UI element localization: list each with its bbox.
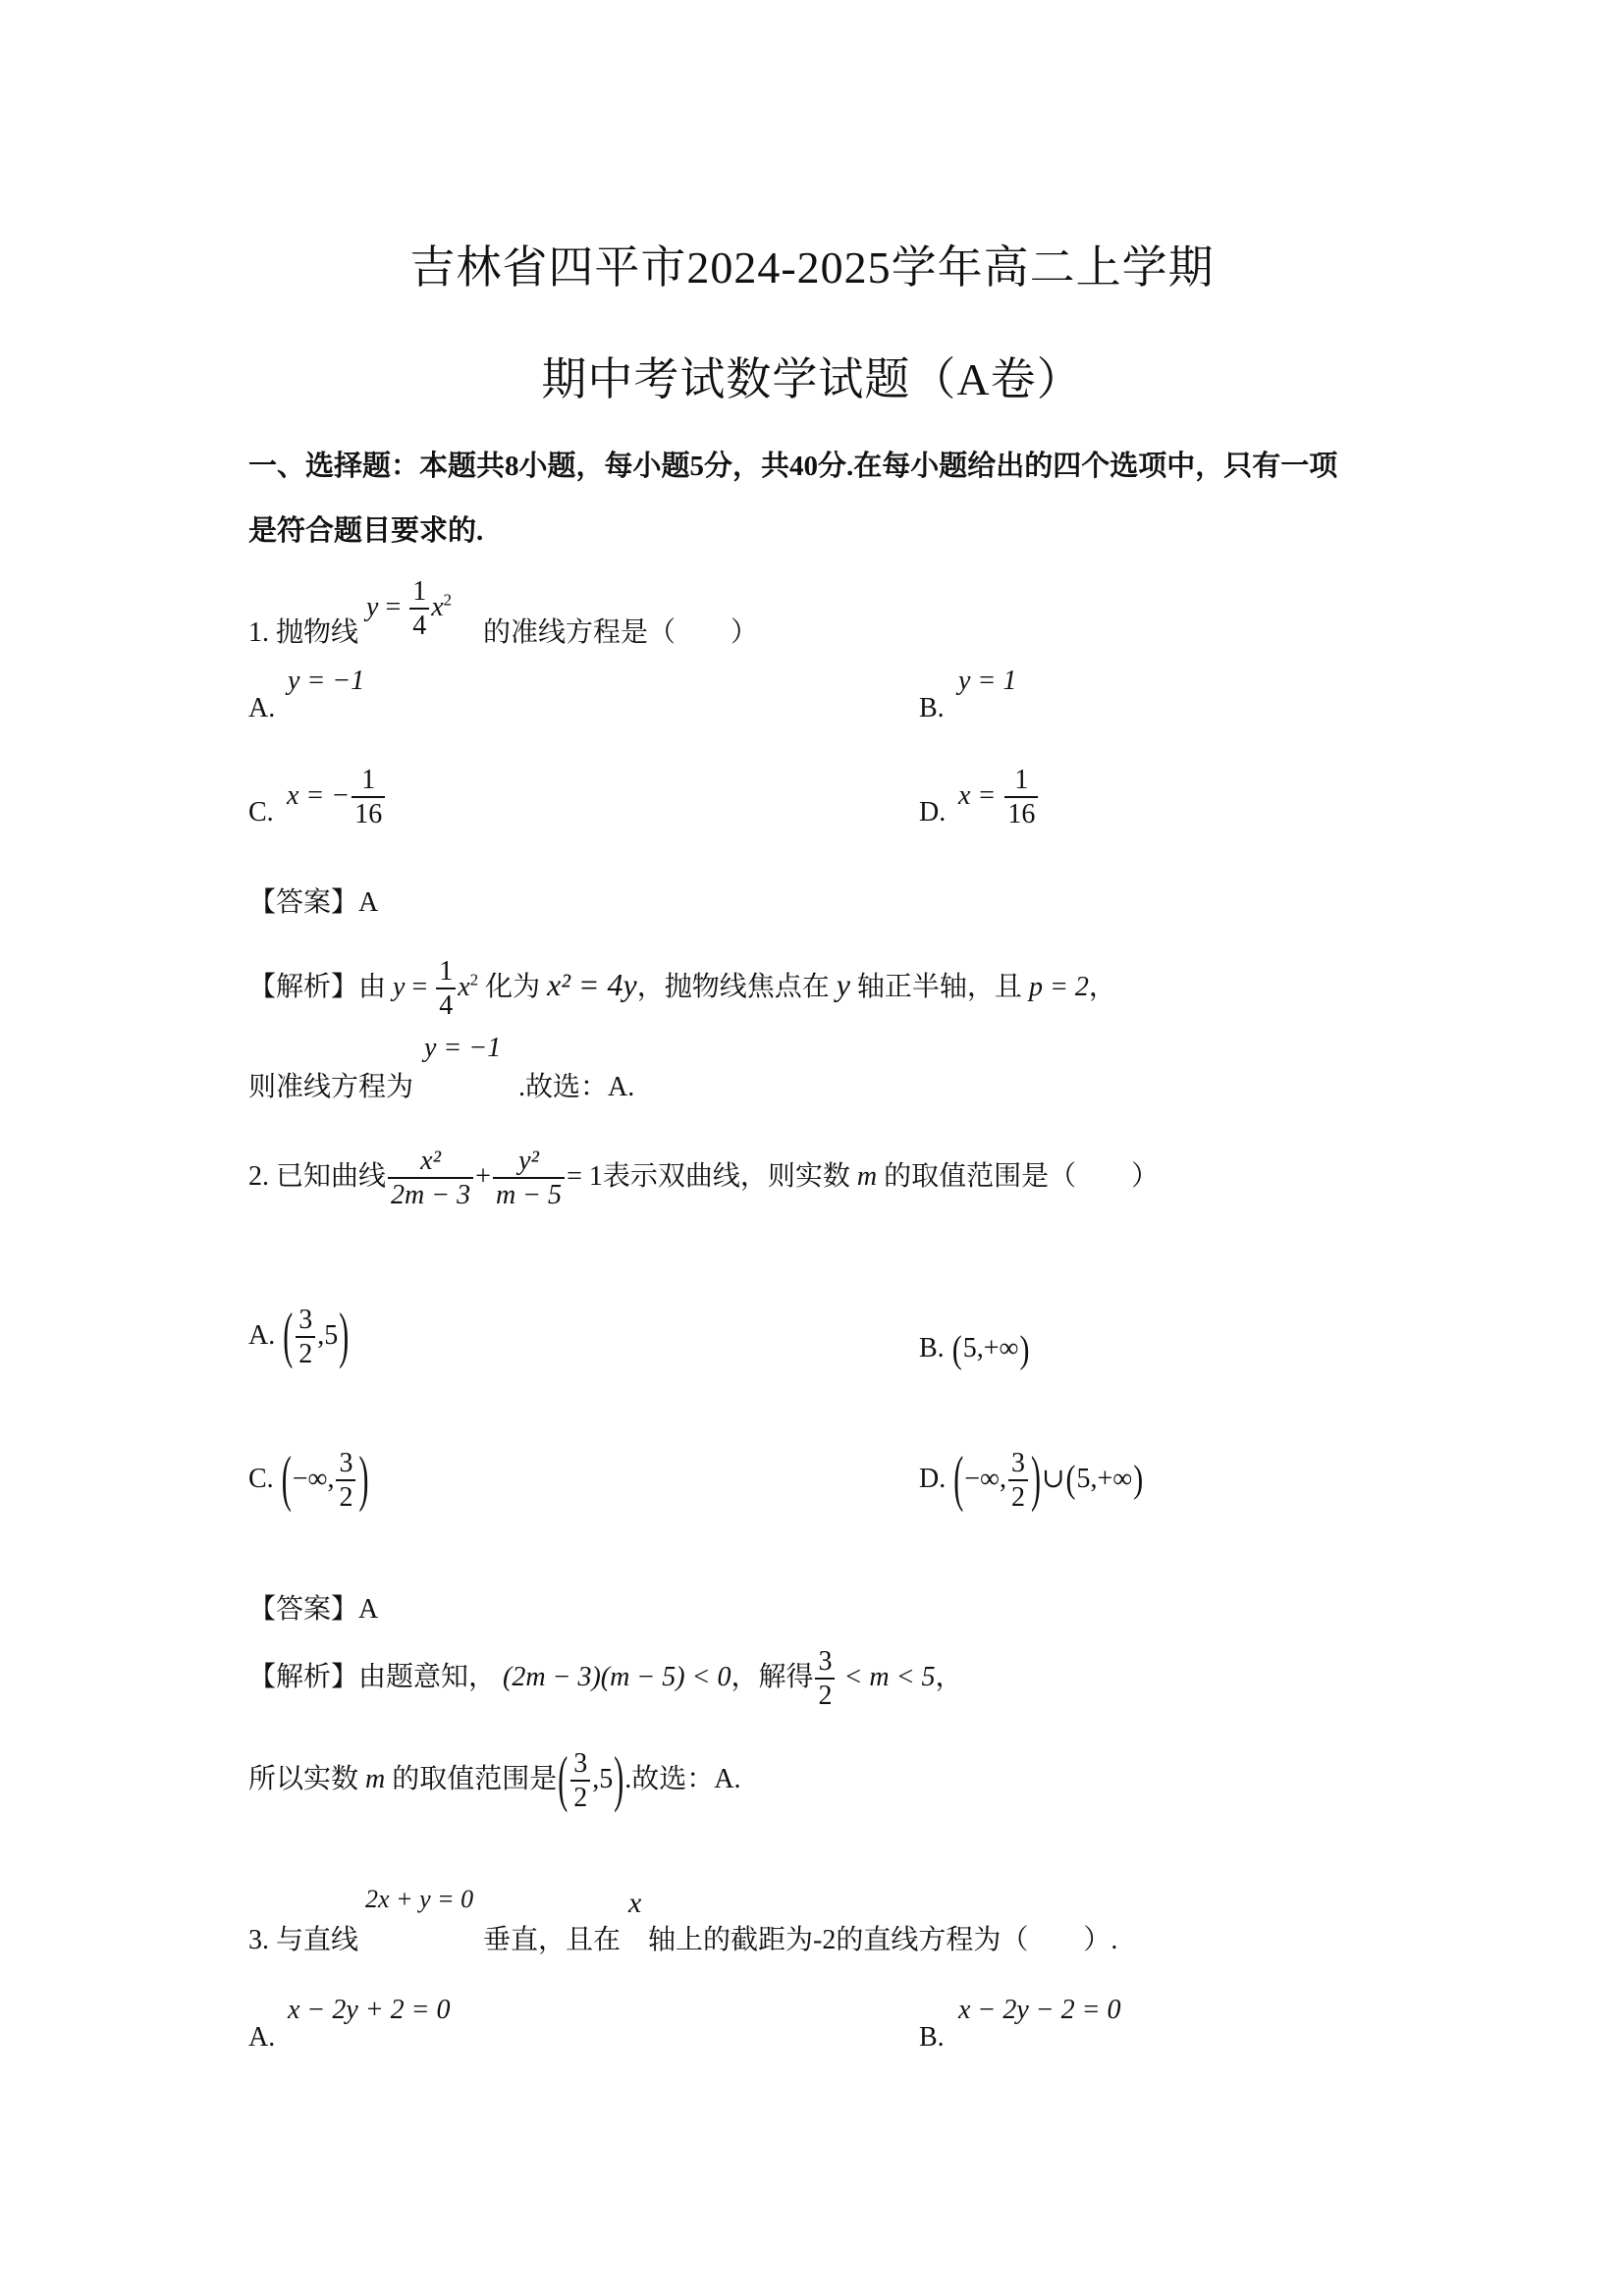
q1-option-d-label: D. xyxy=(919,797,947,828)
q3-stem-mid: 垂直，且在 xyxy=(483,1925,622,1955)
q2-number: 2. xyxy=(248,1160,269,1192)
q1-option-a-expr: y = −1 xyxy=(288,666,365,696)
q3-option-b-label: B. xyxy=(919,2022,945,2053)
q3-axis-var: x xyxy=(628,1887,642,1919)
q1-option-b-label: B. xyxy=(919,693,945,723)
exam-title-line2: 期中考试数学试题（A卷） xyxy=(541,354,1083,404)
q1-analysis-line2-eq: y = −1 xyxy=(424,1033,502,1063)
q2-option-d: D. (−∞, $\frac{3}{2}$ )∪(5,+∞) xyxy=(919,1445,1144,1514)
q3-line-eq: 2x + y = 0 xyxy=(365,1885,474,1913)
q3-option-a-expr: x − 2y + 2 = 0 xyxy=(288,1995,451,2025)
q1-option-c-label: C. xyxy=(248,797,274,828)
q1-stem-suffix: 的准线方程是（ ） xyxy=(483,617,759,648)
q3-stem-prefix: 3. 与直线 xyxy=(248,1925,359,1955)
q2-option-b: B. (5,+∞) xyxy=(919,1328,1030,1371)
q2-frac1: $\frac{\text{x²}}{2m - 3}$ xyxy=(388,1147,473,1210)
q2-analysis-line2: 所以实数 m 的取值范围是( $\frac{3}{2}$ ,5).故选：A. xyxy=(248,1745,741,1814)
q1-option-d-expr: x = $\frac{1}{16}$ xyxy=(958,766,1040,829)
q1-analysis-line1: 【解析】由 y = $\frac{1}{4}$ $x^2$ 化为 x² = 4y，抛物线焦点在 y 轴正半轴，且 p = 2， xyxy=(248,956,1116,1022)
q1-answer: 【答案】A xyxy=(248,887,379,918)
q1-stem-prefix: 抛物线 xyxy=(276,617,359,648)
q1-analysis-line2-prefix: 则准线方程为 xyxy=(248,1072,414,1102)
q2-analysis-line1: 【解析】由题意知， (2m − 3)(m − 5) < 0，解得 $\frac{3}{2}$ < m < 5， xyxy=(248,1646,963,1712)
q1-option-b-expr: y = 1 xyxy=(958,666,1017,696)
q1-option-c-expr: x = − $\frac{1}{16}$ xyxy=(287,766,387,829)
q1-option-a-label: A. xyxy=(248,693,276,723)
exam-title-line1: 吉林省四平市2024-2025学年高二上学期 xyxy=(409,242,1215,293)
q3-option-b-expr: x − 2y − 2 = 0 xyxy=(958,1995,1121,2025)
q3-option-a-label: A. xyxy=(248,2022,276,2053)
q2-option-c: C. (−∞, $\frac{3}{2}$ ) xyxy=(248,1445,369,1514)
q2-option-a: A. ( $\frac{3}{2}$ ,5) xyxy=(248,1302,350,1370)
q1-number: 1. xyxy=(248,617,269,648)
q1-eq-fraction: $\frac{1}{4}$ xyxy=(409,577,429,641)
q1-equation: y = $\frac{1}{4}$ $x^2$ xyxy=(366,576,453,642)
section-heading-line2: 是符合题目要求的. xyxy=(248,515,484,547)
q2-frac2: $\frac{\text{y²}}{m - 5}$ xyxy=(493,1147,565,1210)
q1-stem xyxy=(248,611,358,650)
section-heading-line1: 一、选择题：本题共8小题，每小题5分，共40分.在每小题给出的四个选项中，只有一项 xyxy=(248,451,1338,482)
q3-number: 3. xyxy=(248,1925,269,1955)
q1-eq-lhs: y xyxy=(366,591,379,622)
q3-stem-suffix: 轴上的截距为-2的直线方程为（ ）. xyxy=(648,1925,1118,1955)
q1-analysis-line2-suffix: .故选：A. xyxy=(518,1072,635,1102)
q2-stem: 2. 已知曲线 $\frac{\text{x²}}{2m - 3}$ + $\frac{\text{y²}}{m - 5}$ = 1表示双曲线，则实数 m 的取值范围是（ ） xyxy=(248,1146,1160,1211)
q2-answer: 【答案】A xyxy=(248,1594,379,1625)
